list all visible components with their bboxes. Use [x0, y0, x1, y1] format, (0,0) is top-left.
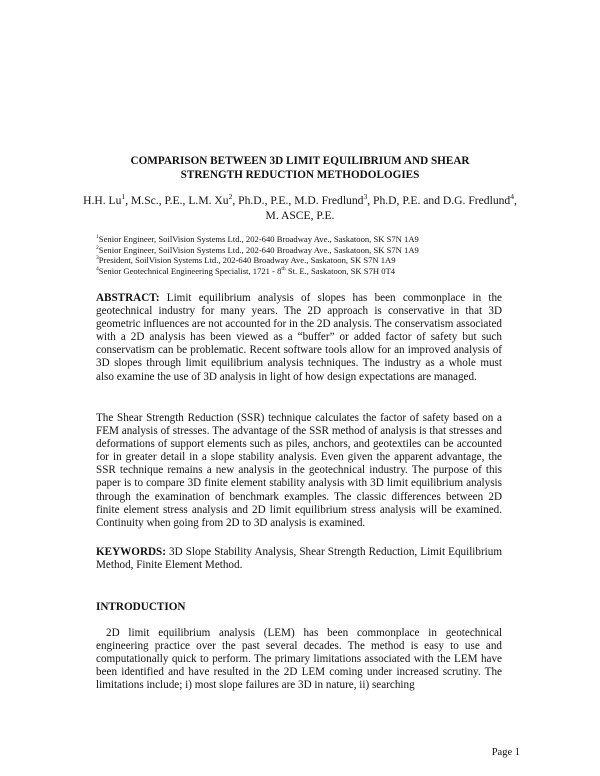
affiliation-4-text-end: St. E., Saskatoon, SK S7H 0T4 [285, 265, 396, 276]
keywords-label: KEYWORDS: [96, 546, 166, 558]
abstract-paragraph [96, 292, 502, 384]
author-list [80, 193, 520, 223]
ssr-paragraph: The Shear Strength Reduction (SSR) technique calculates the factor of safety based on a FEM analysis of stresses. The advantage of the SSR method of analysis is that stresses and deformations of support elements such as piles, anchors, and geotextiles can be accounted for in greater detail in a slope stability analysis. Even given the apparent advantage, the SSR technique remains a new analysis in the geotechnical industry. The purpose of this paper is to compare 3D finite element stability analysis with 3D limit equilibrium analysis through the examination of benchmark examples. The classic differences between 2D finite element stress analysis and 2D limit equilibrium stress analysis will be examined. Continuity when going from 2D to 3D analysis is examined. [96, 412, 502, 529]
keywords-text: 3D Slope Stability Analysis, Shear Strength Reduction, Limit Equilibrium Method, Finite Element Method. [96, 546, 502, 572]
introduction-heading: INTRODUCTION [96, 601, 186, 613]
affiliation-4-ordinal: th [281, 265, 286, 272]
author-1-sup: 1 [121, 192, 126, 202]
affiliation-4-text: Senior Geotechnical Engineering Specialist, 1721 - 8 [98, 265, 282, 276]
author-3: , Ph.D., P.E., M.D. Fredlund [232, 194, 364, 207]
author-1: H.H. Lu [83, 194, 122, 207]
affiliation-3-num: 3 [96, 255, 99, 262]
author-2: , M.Sc., P.E., L.M. Xu [125, 194, 229, 207]
affiliation-1-text: Senior Engineer, SoilVision Systems Ltd., 202-640 Broadway Ave., Saskatoon, SK S7N 1A9 [98, 234, 419, 244]
title-line-2: STRENGTH REDUCTION METHODOLOGIES [180, 169, 420, 181]
abstract-text: Limit equilibrium analysis of slopes has been commonplace in the geotechnical industry for many years. The 2D approach is conservative in that 3D geometric influences are not accounted for in the 2D analysis. The conservatism associated with a 2D analysis has been viewed as a “buffer” or added factor of safety but such conservatism can be problematic. Recent software tools allow for an improved analysis of 3D slopes through limit equilibrium analysis techniques. The industry as a whole must also examine the use of 3D analysis in light of how design expectations are managed. [96, 292, 502, 383]
affiliation-2-num: 2 [96, 244, 99, 251]
affiliation-2-text: Senior Engineer, SoilVision Systems Ltd., 202-640 Broadway Ave., Saskatoon, SK S7N 1A9 [98, 244, 419, 255]
affiliation-1-num: 1 [96, 234, 99, 241]
keywords-paragraph [96, 546, 502, 572]
page-number: Page 1 [491, 747, 520, 758]
affiliation-4-num: 4 [96, 265, 99, 272]
author-4: , Ph.D, P.E. and D.G. Fredlund [367, 194, 511, 207]
author-4-sup: 4 [510, 192, 514, 202]
affiliation-2 [96, 245, 516, 256]
affiliation-1 [96, 234, 516, 245]
author-4-degrees: , M. ASCE, P.E. [265, 194, 517, 222]
affiliation-3 [96, 255, 516, 266]
author-3-sup: 3 [363, 192, 368, 202]
affiliation-4 [96, 266, 516, 277]
abstract-label: ABSTRACT: [96, 292, 160, 304]
title-line-1: COMPARISON BETWEEN 3D LIMIT EQUILIBRIUM AND SHEAR [130, 155, 470, 167]
affiliation-3-text: President, SoilVision Systems Ltd., 202-640 Broadway Ave., Saskatoon, SK S7N 1A9 [98, 255, 396, 265]
author-2-sup: 2 [228, 192, 233, 202]
introduction-paragraph: 2D limit equilibrium analysis (LEM) has been commonplace in geotechnical engineering practice over the past several decades. The method is easy to use and computationally quick to perform. The primary limitations associated with the LEM have been identified and have resulted in the 2D LEM coming under increased scrutiny. The limitations include; i) most slope failures are 3D in nature, ii) searching [96, 627, 502, 692]
affiliations [96, 234, 516, 276]
paper-title [60, 154, 540, 182]
